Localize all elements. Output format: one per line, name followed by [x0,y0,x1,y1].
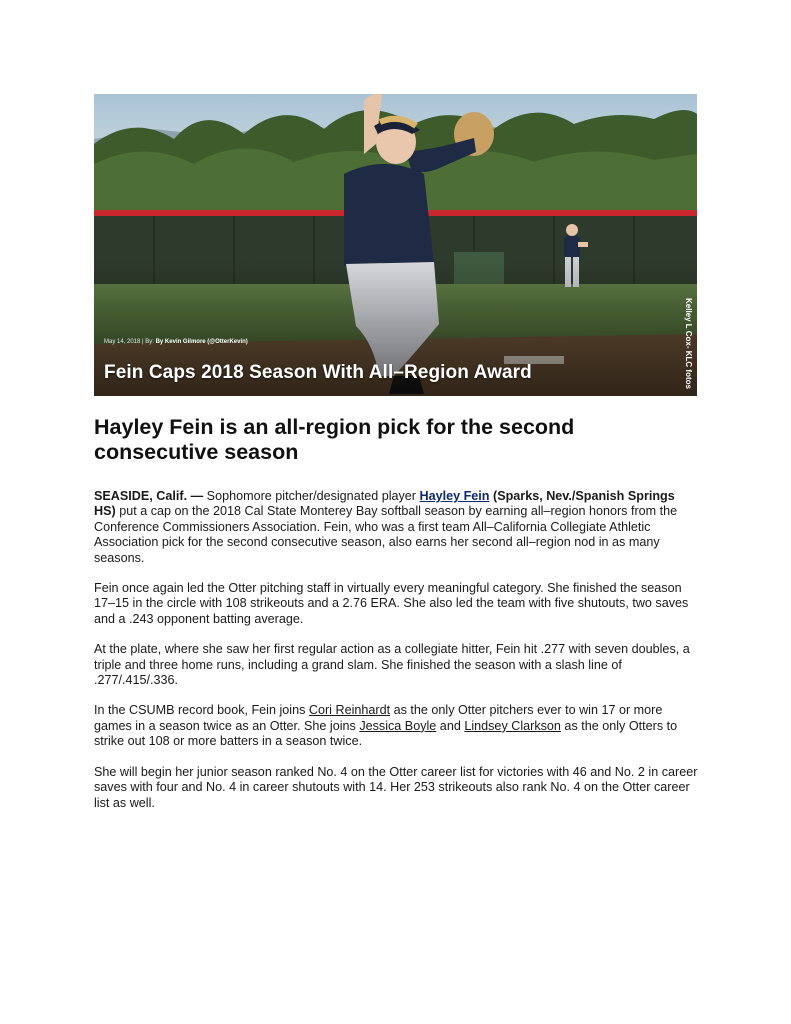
dateline: SEASIDE, Calif. — [94,489,204,503]
hero-title: Fein Caps 2018 Season With All–Region Award [104,362,532,383]
photo-credit [681,290,695,396]
article-headline: Hayley Fein is an all-region pick for the second consecutive season [94,415,575,464]
paragraph-4-text-a: In the CSUMB record book, Fein joins [94,703,309,718]
player-hometown: (Sparks, Nev./Spanish Springs HS) [94,489,675,519]
paragraph-1-text-b: put a cap on the 2018 Cal State Monterey Bay softball season by earning all–region honors from the Conference Commissioners Association. Fein, who was a first team All–California Collegiate Athletic Association pick for the second consecutive season, also earns her second all–region nod in as many seasons. [94,504,678,565]
link-hayley-fein[interactable]: Hayley Fein [419,489,490,503]
paragraph-1 [94,489,698,566]
paragraph-5: She will begin her junior season ranked No. 4 on the Otter career list for victories with 46 and No. 2 in career saves with four and No. 4 in career shutouts with 14. Her 253 strikeouts also rank No. 4 on the Otter career list as well. [94,764,698,810]
article-date: May 14, 2018 [104,339,141,345]
article-byline [104,339,248,345]
byline-separator: | By: [140,339,156,345]
article-body [94,489,698,826]
article-author[interactable]: By Kevin Gilmore (@OtterKevin) [155,339,248,345]
link-lindsey-clarkson[interactable]: Lindsey Clarkson [464,718,561,733]
hero-photo-illustration [94,94,697,396]
paragraph-4-text-d: as the only Otters to strike out 108 or more batters in a season twice. [94,718,678,749]
paragraph-2: Fein once again led the Otter pitching staff in virtually every meaningful category. She finished the season 17–15 in the circle with 108 strikeouts and a 2.76 ERA. She also led the team with five shutouts, two saves and a .243 opponent batting average. [94,581,689,626]
paragraph-4 [94,703,698,749]
hero-photo [94,94,697,396]
paragraph-1-text-a: Sophomore pitcher/designated player [203,489,420,503]
paragraph-3: At the plate, where she saw her first regular action as a collegiate hitter, Fein hit .277 with seven doubles, a triple and three home runs, including a grand slam. She finished the season with a slash line of .277/.415/.336. [94,642,690,688]
paragraph-4-text-b: as the only Otter pitchers ever to win 17 or more games in a season twice as an Otter. She joins [94,703,663,733]
photo-credit-text: Kelley L Cox- KLC fotos [683,297,693,389]
link-cori-reinhardt[interactable]: Cori Reinhardt [308,703,391,718]
paragraph-4-text-c: and [436,718,465,733]
link-jessica-boyle[interactable]: Jessica Boyle [359,718,437,733]
